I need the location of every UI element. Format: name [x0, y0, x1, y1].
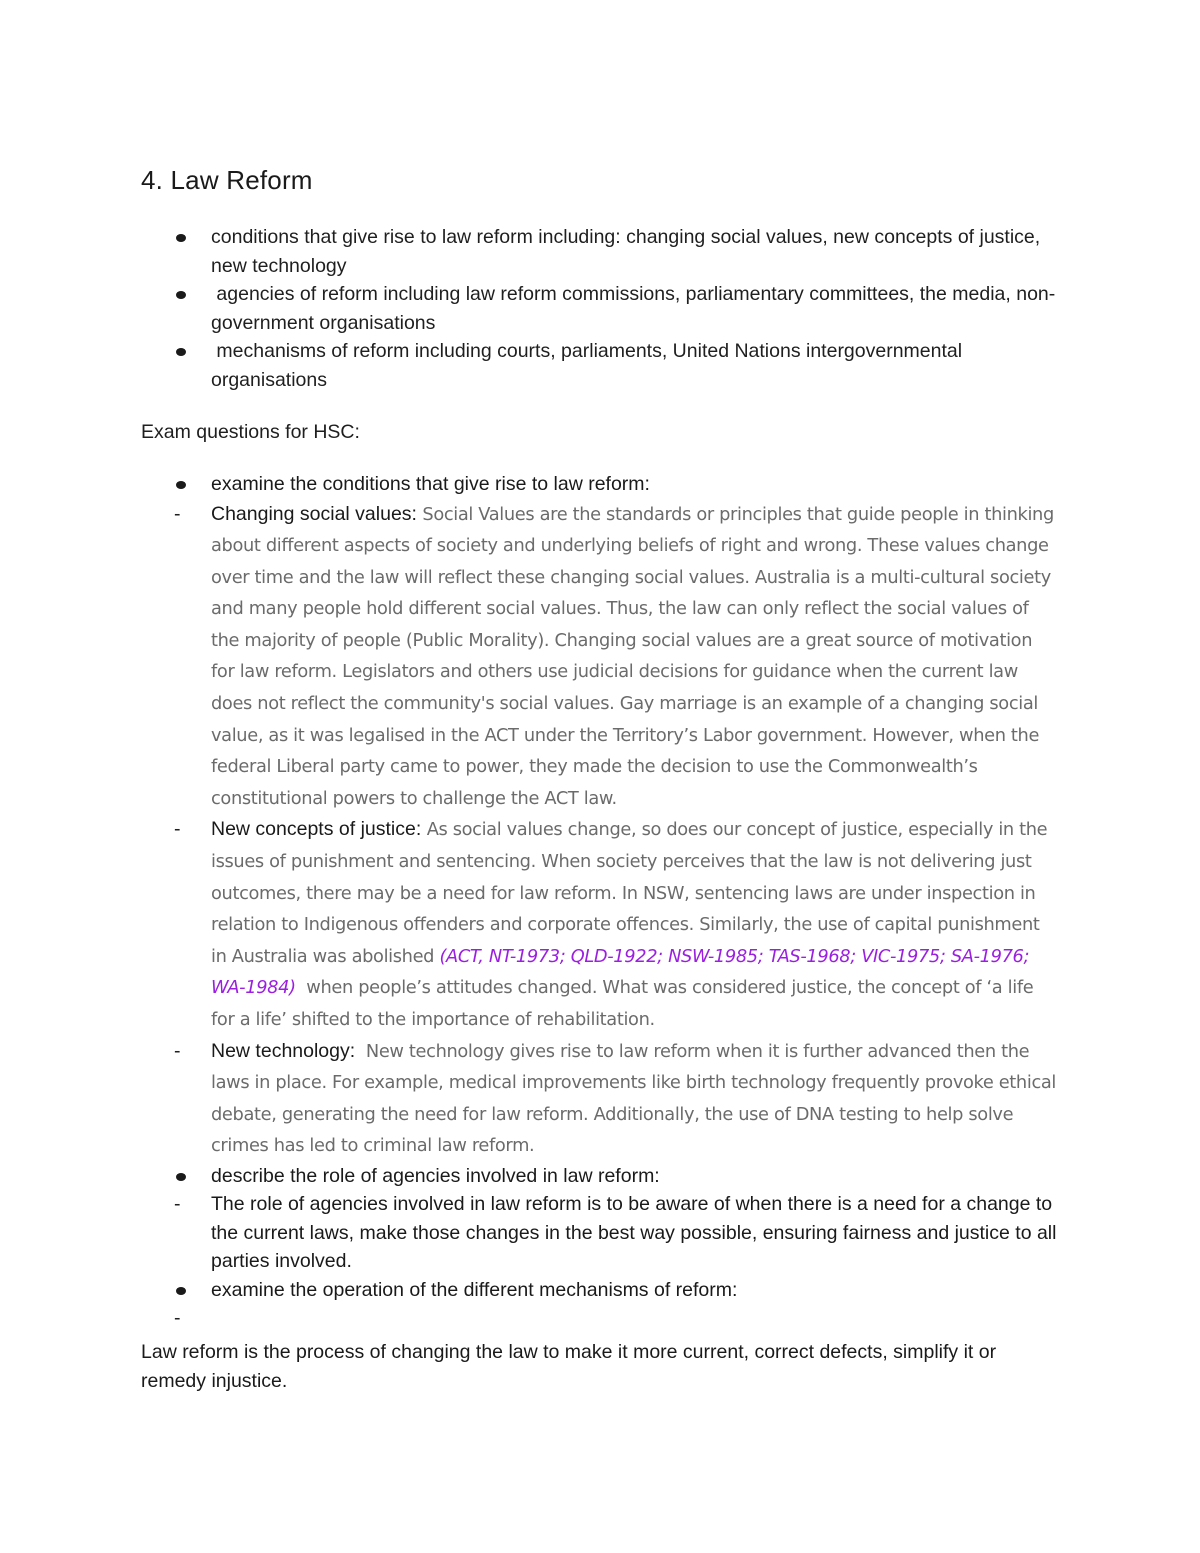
dash-marker: - — [174, 1307, 181, 1330]
law-reform-definition: Law reform is the process of changing the law to make it more current, correct defects, simplify it or remedy injustice. — [141, 1341, 997, 1392]
dash-marker: - — [174, 502, 181, 525]
exam-question-list — [0, 470, 1200, 1333]
list-item — [0, 280, 1200, 337]
answer-text: The role of agencies involved in law reform is to be aware of when there is a need for a change to the current laws, make those changes in the best way possible, ensuring fairness and justice to all parties involved. — [211, 1193, 1057, 1273]
dash-marker: - — [174, 818, 181, 841]
answer-item — [0, 499, 1200, 815]
exam-questions-label: Exam questions for HSC: — [141, 421, 360, 443]
answer-text: As social values change, so does our concept of justice, especially in the issues of punishment and sentencing. When society perceives that the law is not delivering just outcomes, there may be a need for law reform. In NSW, sentencing laws are under inspection in relation to Indigenous offenders and corporate offences. Similarly, the use of capital punishment in Australia was abolished — [211, 819, 1053, 967]
bullet-icon — [176, 1173, 186, 1181]
answer-text: New technology gives rise to law reform when it is further advanced then the laws in place. For example, medical improvements like birth technology frequently provoke ethical debate, generating the need for law reform. Additionally, the use of DNA testing to help solve crimes has led to criminal law reform. — [211, 1040, 1062, 1157]
answer-lead: New concepts of justice: — [211, 818, 427, 841]
question-text: examine the operation of the different mechanisms of reform: — [211, 1278, 738, 1301]
question-item — [0, 1162, 1200, 1191]
bullet-icon — [176, 1287, 186, 1295]
answer-item — [0, 1190, 1200, 1276]
bullet-icon — [176, 291, 186, 299]
abolition-dates: (ACT, NT-1973; QLD-1922; NSW-1985; TAS-1968; VIC-1975; SA-1976; WA-1984) — [211, 945, 1030, 999]
list-item — [0, 337, 1200, 394]
page-title: 4. Law Reform — [141, 165, 313, 195]
bullet-icon — [176, 348, 186, 356]
syllabus-topic-list — [0, 223, 1200, 394]
answer-item — [0, 1304, 1200, 1333]
topic-text: mechanisms of reform including courts, parliaments, United Nations intergovernmental organisations — [211, 340, 968, 391]
bullet-icon — [176, 234, 186, 242]
answer-text: Social Values are the standards or principles that guide people in thinking about different aspects of society and underlying beliefs of right and wrong. These values change over time and the law will reflect these changing social values. Australia is a multi-cultural society and many people hold different social values. Thus, the law can only reflect the social values of the majority of people (Public Morality). Changing social values are a great source of motivation for law reform. Legislators and others use judicial decisions for guidance when the current law does not reflect the community's social values. Gay marriage is an example of a changing social value, as it was legalised in the ACT under the Territory’s Labor government. However, when the federal Liberal party came to power, they made the decision to use the Commonwealth’s constitutional powers to challenge the ACT law. — [211, 503, 1054, 809]
list-item — [0, 223, 1200, 280]
answer-lead: Changing social values: — [211, 502, 423, 525]
answer-text: when people’s attitudes changed. What was considered justice, the concept of ‘a life for a life’ shifted to the importance of rehabilitation. — [211, 977, 1039, 1030]
dash-marker: - — [174, 1039, 181, 1062]
bullet-icon — [176, 481, 186, 489]
answer-lead: New technology: — [211, 1039, 361, 1062]
topic-text: agencies of reform including law reform commissions, parliamentary committees, the media, non-government organisations — [211, 283, 1056, 334]
answer-item — [0, 814, 1200, 1035]
question-item — [0, 1276, 1200, 1305]
question-text: describe the role of agencies involved in law reform: — [211, 1164, 660, 1187]
question-item — [0, 470, 1200, 499]
answer-item — [0, 1036, 1200, 1162]
topic-text: conditions that give rise to law reform including: changing social values, new concepts of justice, new technology — [211, 226, 1041, 277]
question-text: examine the conditions that give rise to law reform: — [211, 473, 650, 495]
dash-marker: - — [174, 1193, 181, 1216]
